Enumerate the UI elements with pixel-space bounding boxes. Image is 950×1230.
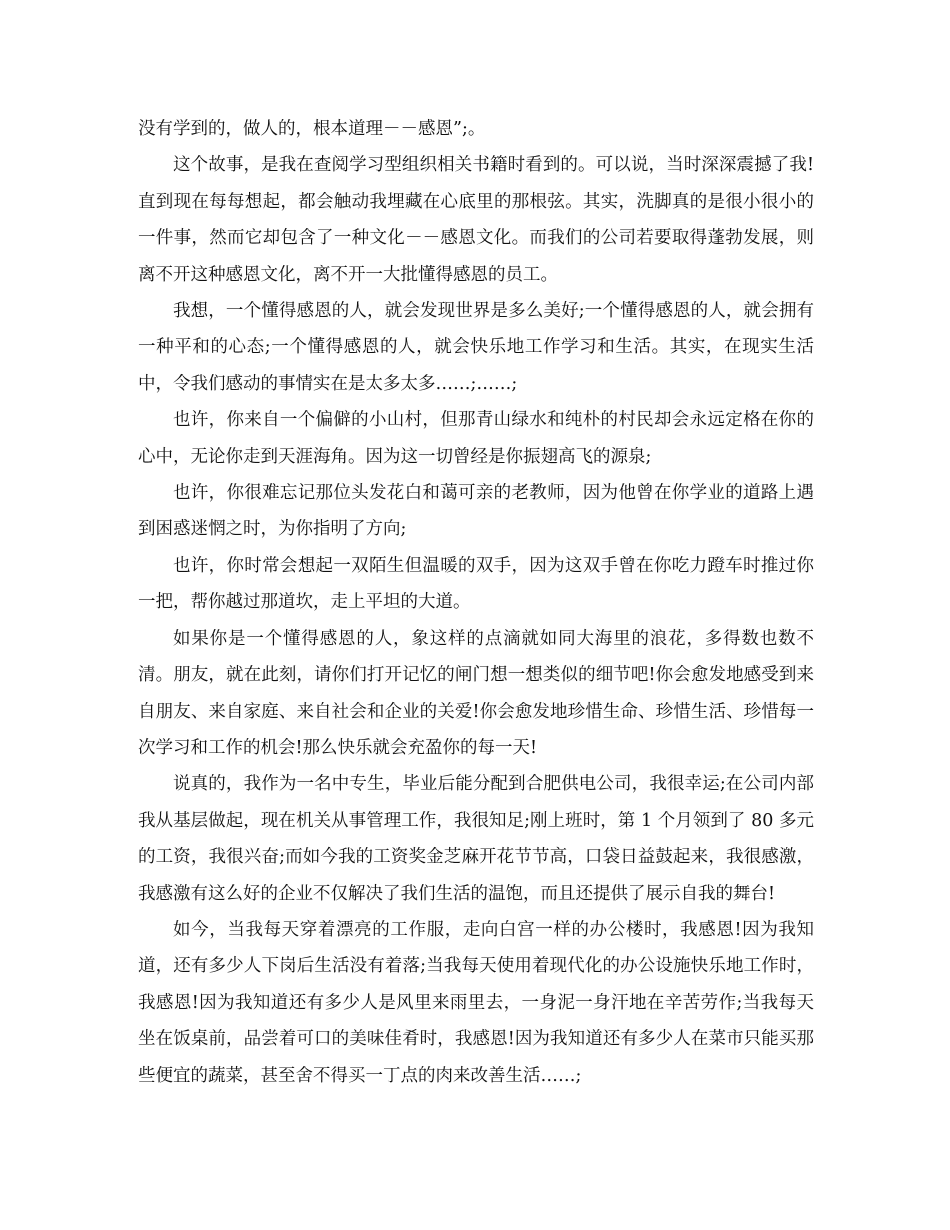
document-body [138,111,814,1094]
paragraph-continuation: 没有学到的，做人的，根本道理－－感恩”;。 [138,119,486,139]
paragraph: 这个故事，是我在查阅学习型组织相关书籍时看到的。可以说，当时深深震撼了我!直到现在每每想起，都会触动我埋藏在心底里的那根弦。其实，洗脚真的是很小很小的一件事，然而它却包含了一种文化－－感恩文化。而我们的公司若要取得蓬勃发展，则离不开这种感恩文化，离不开一大批懂得感恩的员工。 [138,155,814,285]
paragraph: 也许，你时常会想起一双陌生但温暖的双手，因为这双手曾在你吃力蹬车时推过你一把，帮你越过那道坎，走上平坦的大道。 [138,555,814,613]
paragraph: 说真的，我作为一名中专生，毕业后能分配到合肥供电公司，我很幸运;在公司内部我从基层做起，现在机关从事管理工作，我很知足;刚上班时，第 1 个月领到了 80 多元的工资，我很兴奋;而如今我的工资奖金芝麻开花节节高，口袋日益鼓起来，我很感激，我感激有这么好的企业不仅解决了我们生活的温饱，而且还提供了展示自我的舞台! [138,774,814,904]
paragraph: 也许，你来自一个偏僻的小山村，但那青山绿水和纯朴的村民却会永远定格在你的心中，无论你走到天涯海角。因为这一切曾经是你振翅高飞的源泉; [138,410,814,467]
paragraph: 如果你是一个懂得感恩的人，象这样的点滴就如同大海里的浪花，多得数也数不清。朋友，就在此刻，请你们打开记忆的闸门想一想类似的细节吧!你会愈发地感受到来自朋友、来自家庭、来自社会和企业的关爱!你会愈发地珍惜生命、珍惜生活、珍惜每一次学习和工作的机会!那么快乐就会充盈你的每一天! [138,628,814,758]
paragraph: 我想，一个懂得感恩的人，就会发现世界是多么美好;一个懂得感恩的人，就会拥有一种平和的心态;一个懂得感恩的人，就会快乐地工作学习和生活。其实，在现实生活中，令我们感动的事情实在是太多太多……;……; [138,301,814,394]
paragraph: 如今，当我每天穿着漂亮的工作服，走向白宫一样的办公楼时，我感恩!因为我知道，还有多少人下岗后生活没有着落;当我每天使用着现代化的办公设施快乐地工作时，我感恩!因为我知道还有多少人是风里来雨里去，一身泥一身汗地在辛苦劳作;当我每天坐在饭桌前，品尝着可口的美味佳肴时，我感恩!因为我知道还有多少人在菜市只能买那些便宜的蔬菜，甚至舍不得买一丁点的肉来改善生活……; [138,919,814,1086]
paragraph: 也许，你很难忘记那位头发花白和蔼可亲的老教师，因为他曾在你学业的道路上遇到困惑迷惘之时，为你指明了方向; [138,483,814,540]
